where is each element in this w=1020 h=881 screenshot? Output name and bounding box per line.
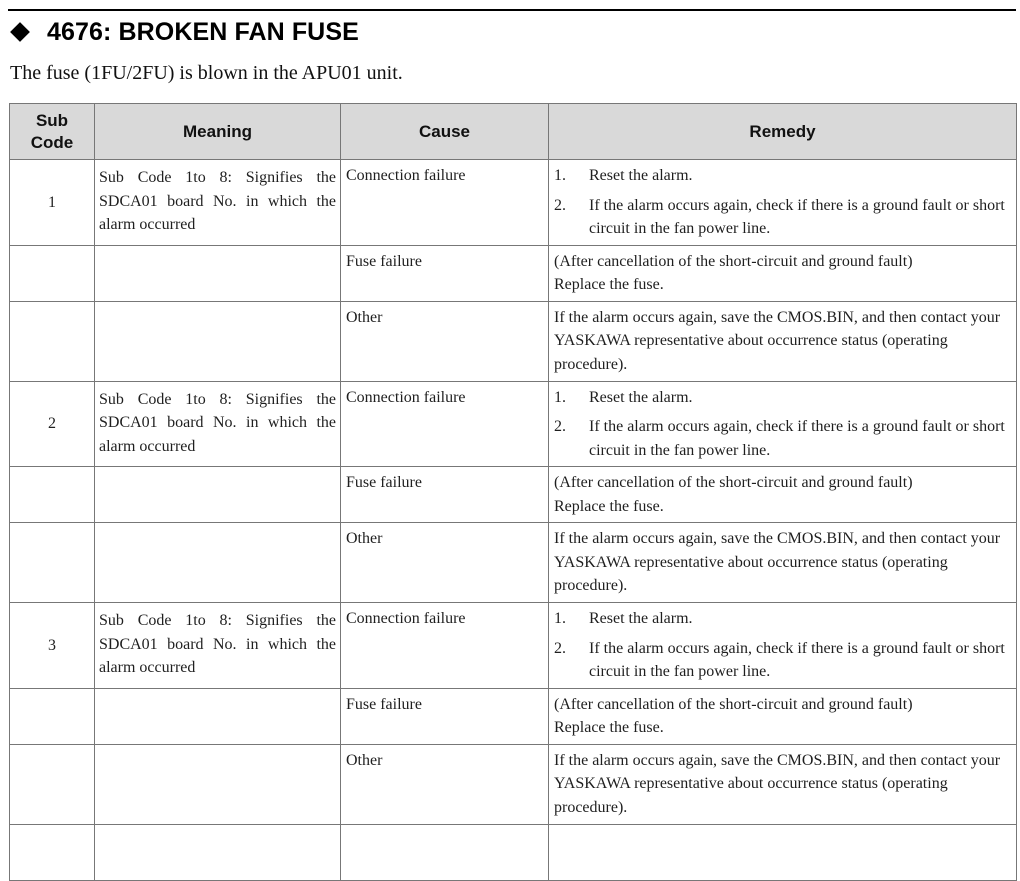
meaning-cell-empty (95, 688, 341, 744)
remedy-cell (549, 688, 1017, 744)
remedy-cell (549, 381, 1017, 467)
header-meaning: Meaning (95, 104, 341, 160)
sub-code-cell: 1 (10, 160, 95, 246)
sub-code-cell-empty (10, 467, 95, 523)
remedy-cell: If the alarm occurs again, save the CMOS.BIN, and then contact your YASKAWA representative about occurrence status (operating procedure). (549, 301, 1017, 381)
header-sub-code (10, 104, 95, 160)
meaning-cell-empty (95, 467, 341, 523)
meaning-cell: Sub Code 1to 8: Signifies the SDCA01 board No. in which the alarm occurred (95, 603, 341, 689)
section-heading (9, 16, 359, 48)
remedy-cell (549, 603, 1017, 689)
cause-cell: Connection failure (341, 381, 549, 467)
remedy-line: Replace the fuse. (554, 497, 664, 515)
remedy-line: Replace the fuse. (554, 276, 664, 293)
remedy-cell-empty (549, 824, 1017, 880)
sub-code-cell-empty (10, 744, 95, 824)
meaning-cell-empty (95, 744, 341, 824)
header-remedy: Remedy (549, 104, 1017, 160)
sub-code-cell-empty (10, 245, 95, 301)
remedy-step: 1. Reset the alarm. (554, 388, 693, 406)
cause-cell: Fuse failure (341, 467, 549, 523)
table-row (10, 301, 1017, 381)
cause-cell: Other (341, 523, 549, 603)
table-row (10, 824, 1017, 880)
remedy-cell (549, 245, 1017, 301)
meaning-cell: Sub Code 1to 8: Signifies the SDCA01 board No. in which the alarm occurred (95, 381, 341, 467)
sub-code-cell-empty (10, 523, 95, 603)
table-row (10, 603, 1017, 689)
cause-cell: Fuse failure (341, 688, 549, 744)
remedy-line: (After cancellation of the short-circuit and ground fault) (554, 252, 913, 270)
header-row (10, 104, 1017, 160)
cause-cell: Connection failure (341, 603, 549, 689)
remedy-step: 2. If the alarm occurs again, check if there is a ground fault or short circuit in the fan power line. (554, 418, 1005, 459)
table-row (10, 744, 1017, 824)
meaning-cell-empty (95, 824, 341, 880)
remedy-line: (After cancellation of the short-circuit and ground fault) (554, 695, 913, 713)
remedy-line: (After cancellation of the short-circuit and ground fault) (554, 474, 913, 491)
table-row (10, 523, 1017, 603)
remedy-steps (554, 386, 1011, 463)
remedy-steps (554, 607, 1011, 684)
table-row (10, 688, 1017, 744)
cause-cell: Fuse failure (341, 245, 549, 301)
meaning-cell-empty (95, 301, 341, 381)
header-cause: Cause (341, 104, 549, 160)
diamond-bullet-icon (10, 22, 30, 42)
sub-code-cell-empty (10, 824, 95, 880)
table-row (10, 245, 1017, 301)
cause-cell: Other (341, 301, 549, 381)
page-title: 4676: BROKEN FAN FUSE (47, 17, 359, 46)
remedy-step: 1. Reset the alarm. (554, 167, 693, 184)
table-row (10, 467, 1017, 523)
cause-cell-empty (341, 824, 549, 880)
remedy-step: 2. If the alarm occurs again, check if there is a ground fault or short circuit in the fan power line. (554, 196, 1005, 237)
table-row (10, 381, 1017, 467)
remedy-cell (549, 467, 1017, 523)
table-row (10, 160, 1017, 246)
top-rule (8, 9, 1016, 11)
meaning-cell-empty (95, 245, 341, 301)
cause-cell: Connection failure (341, 160, 549, 246)
remedy-line: Replace the fuse. (554, 719, 664, 736)
sub-code-cell: 3 (10, 603, 95, 689)
header-sub-code-line1: Sub (35, 110, 69, 130)
remedy-cell: If the alarm occurs again, save the CMOS.BIN, and then contact your YASKAWA representative about occurrence status (operating procedure). (549, 523, 1017, 603)
remedy-cell (549, 160, 1017, 246)
alarm-table (9, 103, 1017, 881)
sub-code-cell-empty (10, 688, 95, 744)
sub-code-cell: 2 (10, 381, 95, 467)
remedy-cell: If the alarm occurs again, save the CMOS.BIN, and then contact your YASKAWA representative about occurrence status (operating procedure). (549, 744, 1017, 824)
remedy-steps (554, 164, 1011, 241)
sub-code-cell-empty (10, 301, 95, 381)
intro-text: The fuse (1FU/2FU) is blown in the APU01 unit. (10, 62, 403, 84)
meaning-cell-empty (95, 523, 341, 603)
remedy-step: 2. If the alarm occurs again, check if there is a ground fault or short circuit in the fan power line. (554, 639, 1005, 680)
header-sub-code-line2: Code (30, 132, 74, 152)
remedy-step: 1. Reset the alarm. (554, 610, 693, 627)
cause-cell: Other (341, 744, 549, 824)
meaning-cell: Sub Code 1to 8: Signifies the SDCA01 board No. in which the alarm occurred (95, 160, 341, 246)
